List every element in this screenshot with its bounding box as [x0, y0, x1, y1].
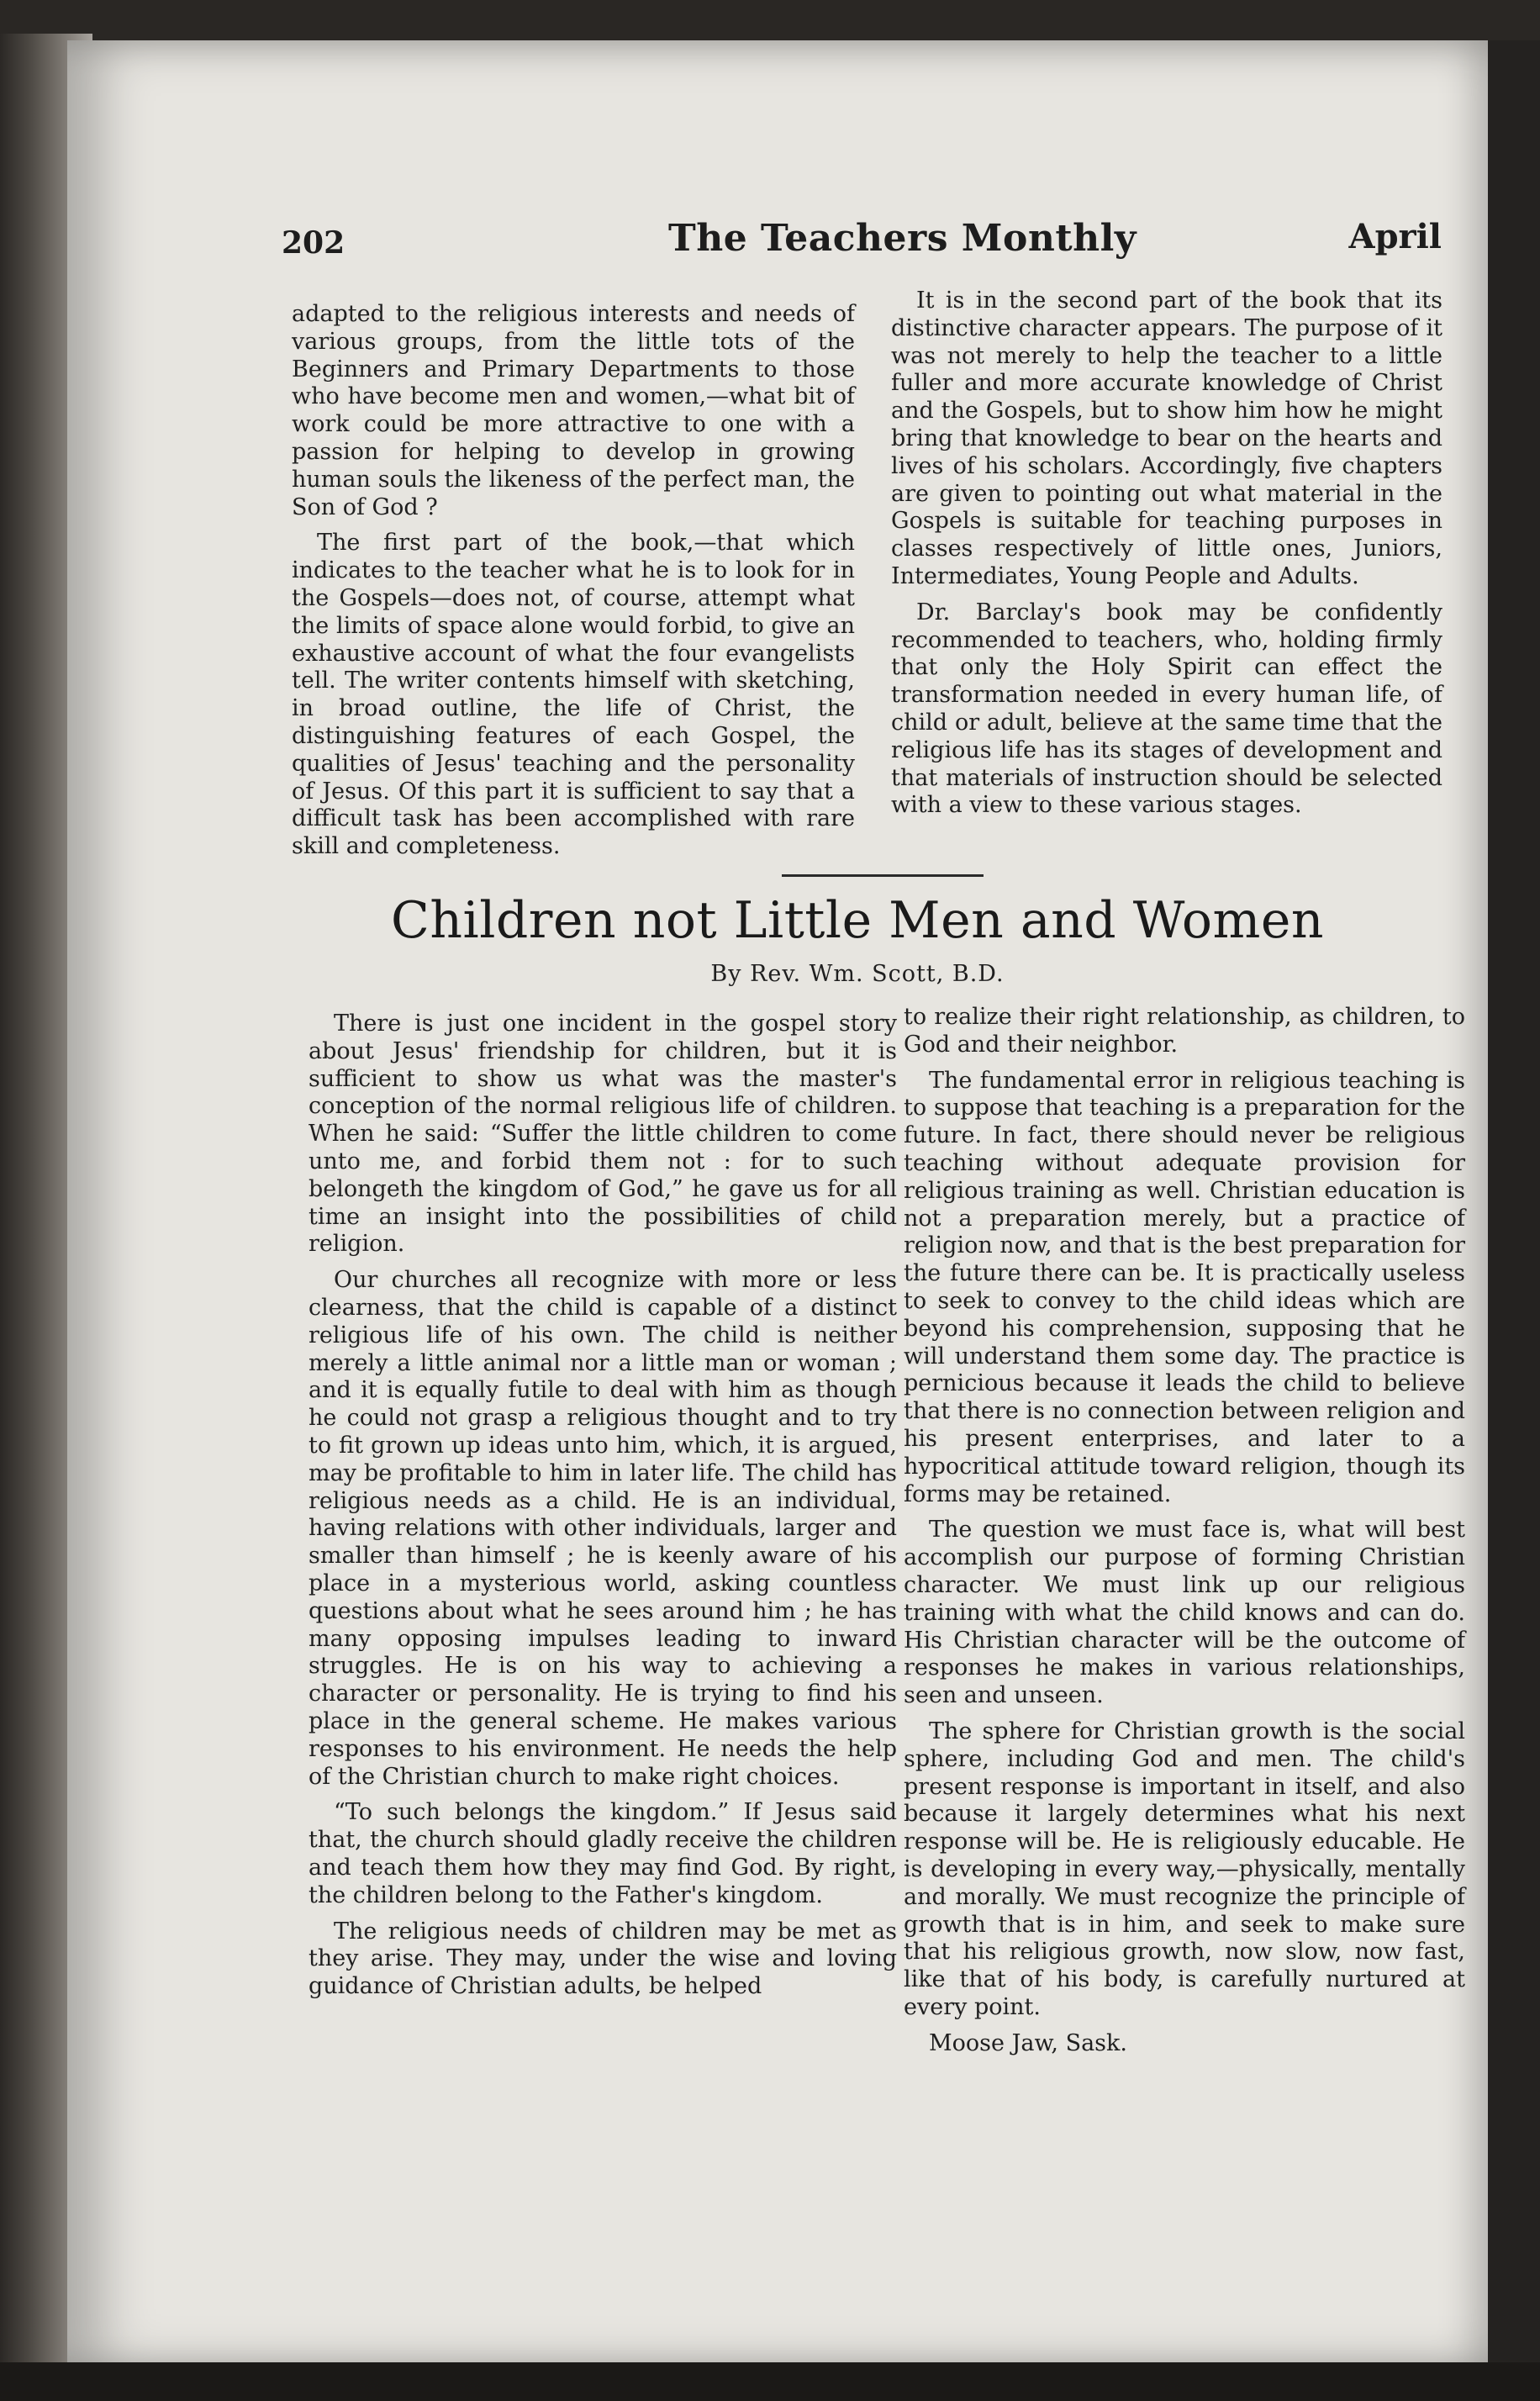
paragraph: The question we must face is, what will best accomplish our purpose of forming Christian character. We must link up our religious training with what the child knows and can do. His Christian character will be the outcome of responses he makes in various relationships, seen and unseen.	[904, 1517, 1465, 1709]
paragraph: It is in the second part of the book that its distinctive character appears. The purpose of it was not merely to help the teacher to a little fuller and more accurate knowledge of Christ and the Gospels, but to show him how he might bring that knowledge to bear on the hearts and lives of his scholars. Accordingly, five chapters are given to pointing out what material in the Gospels is suitable for teaching purposes in classes respectively of little ones, Juniors, Intermediates, Young People and Adults.	[891, 288, 1442, 589]
page-number: 202	[282, 225, 345, 261]
paragraph: The fundamental error in religious teaching is to suppose that teaching is a preparation for the future. In fact, there should never be religious teaching without adequate provision for religious training as well. Christian education is not a preparation merely, but a practice of religion now, and that is the best preparation for the future there can be. It is practically useless to seek to convey to the child ideas which are beyond his comprehension, supposing that he will understand them some day. The practice is pernicious because it leads the child to believe that there is no connection between religion and his present enterprises, and later to a hypocritical attitude toward religion, though its forms may be retained.	[904, 1067, 1465, 1507]
paragraph: to realize their right relationship, as children, to God and their neighbor.	[904, 1004, 1465, 1058]
paragraph: Our churches all recognize with more or less clearness, that the child is capable of a distinct religious life of his own. The child is neither merely a little animal nor a little man or woman ; and it is equally futile to deal with him as though he could not grasp a religious thought and to try to fit grown up ideas unto him, which, it is argued, may be profitable to him in later life. The child has religious needs as a child. He is an individual, having relations with other individuals, larger and smaller than himself ; he is keenly aware of his place in a mysterious world, asking countless questions about what he sees around him ; he has many opposing impulses leading to inward struggles. He is on his way to achieving a character or personality. He is trying to find his place in the general scheme. He makes various responses to his environment. He needs the help of the Christian church to make right choices.	[309, 1267, 897, 1790]
paragraph: “To such belongs the kingdom.” If Jesus said that, the church should gladly receive the children and teach them how they may find God. By right, the children belong to the Father's kingdom.	[309, 1799, 897, 1908]
paragraph: Dr. Barclay's book may be confidently recommended to teachers, who, holding firmly that only the Holy Spirit can effect the transformation needed in every human life, of child or adult, believe at the same time that the religious life has its stages of development and that materials of instruction should be selected with a view to these various stages.	[891, 599, 1442, 819]
page-header	[282, 217, 1442, 276]
article-title: Children not Little Men and Women	[390, 891, 1325, 950]
text-column-3	[309, 1011, 897, 2009]
paragraph: adapted to the religious interests and needs of various groups, from the little tots of the Beginners and Primary Departments to those who have become men and women,—what bit of work could be more attractive to one with a passion for helping to develop in growing human souls the likeness of the perfect man, the Son of God ?	[292, 301, 855, 520]
paragraph: There is just one incident in the gospel story about Jesus' friendship for children, but it is sufficient to show us what was the master's conception of the normal religious life of children. When he said: “Suffer the little children to come unto me, and forbid them not : for to such belongeth the kingdom of God,” he gave us for all time an insight into the possibilities of child religion.	[309, 1011, 897, 1258]
section-divider	[782, 874, 984, 877]
running-title: The Teachers Monthly	[668, 217, 1137, 260]
issue-month: April	[1348, 217, 1442, 256]
article-byline: By Rev. Wm. Scott, B.D.	[710, 961, 1005, 987]
text-column-1	[292, 301, 855, 869]
text-column-2	[891, 288, 1442, 828]
paragraph: The first part of the book,—that which indicates to the teacher what he is to look for in the Gospels—does not, of course, attempt what the limits of space alone would forbid, to give an exhaustive account of what the four evangelists tell. The writer contents himself with sketching, in broad outline, the life of Christ, the distinguishing features of each Gospel, the qualities of Jesus' teaching and the personality of Jesus. Of this part it is sufficient to say that a difficult task has been accomplished with rare skill and completeness.	[292, 530, 855, 860]
paragraph: The sphere for Christian growth is the social sphere, including God and men. The child's present response is important in itself, and also because it largely determines what his next response will be. He is religiously educable. He is developing in every way,—physically, mentally and morally. We must recognize the principle of growth that is in him, and seek to make sure that his religious growth, now slow, now fast, like that of his body, is carefully nurtured at every point.	[904, 1718, 1465, 2020]
scan-border-top	[0, 0, 1540, 40]
paragraph: The religious needs of children may be met as they arise. They may, under the wise and loving guidance of Christian adults, be helped	[309, 1918, 897, 2000]
scan-border-right	[1488, 40, 1540, 2377]
sign-off: Moose Jaw, Sask.	[929, 2029, 1127, 2056]
text-column-4	[904, 1004, 1465, 2066]
scan-border-bottom	[0, 2362, 1540, 2401]
